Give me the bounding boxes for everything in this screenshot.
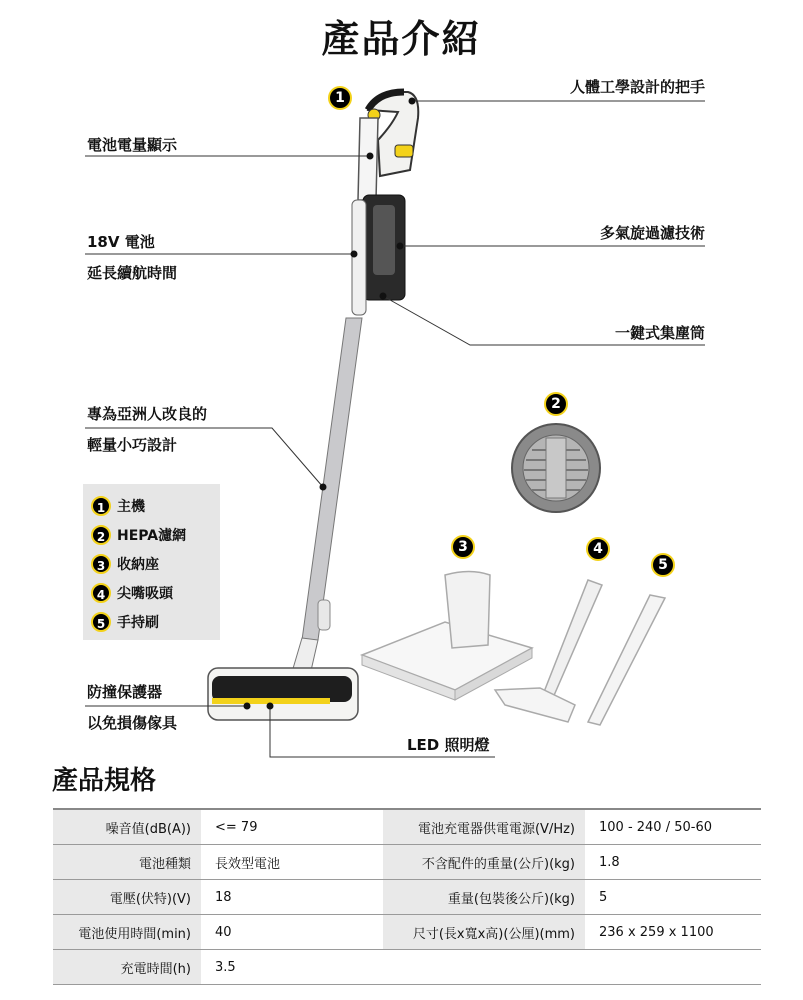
callout-cyclone: 多氣旋過濾技術 — [599, 224, 705, 242]
spec-label: 電池充電器供電電源(V/Hz) — [383, 809, 585, 845]
spec-section-title: 產品規格 — [52, 766, 157, 796]
spec-value: 5 — [585, 880, 761, 915]
spec-label: 重量(包裝後公斤)(kg) — [383, 880, 585, 915]
spec-label — [383, 950, 585, 985]
badge-main-unit: 1 — [328, 86, 352, 110]
table-row — [53, 950, 761, 985]
spec-label: 電池使用時間(min) — [53, 915, 201, 950]
legend-badge: 1 — [91, 496, 111, 516]
spec-value: 100 - 240 / 50-60 — [585, 809, 761, 845]
legend-label: 收納座 — [117, 556, 159, 573]
table-row — [53, 809, 761, 845]
callout-led: LED 照明燈 — [407, 736, 490, 754]
legend-item — [83, 520, 220, 549]
badge-dock: 3 — [451, 535, 475, 559]
legend-label: 手持刷 — [117, 614, 159, 631]
legend-badge: 4 — [91, 583, 111, 603]
legend-item — [83, 491, 220, 520]
callout-lightweight-line2: 輕量小巧設計 — [87, 436, 178, 454]
callout-handle: 人體工學設計的把手 — [569, 78, 705, 96]
spec-table — [53, 808, 761, 985]
table-row — [53, 915, 761, 950]
contents-legend — [83, 484, 220, 640]
table-row — [53, 880, 761, 915]
spec-label: 電壓(伏特)(V) — [53, 880, 201, 915]
callout-dust-bin: 一鍵式集塵筒 — [614, 324, 705, 342]
callout-runtime: 延長續航時間 — [87, 264, 178, 282]
spec-value: 1.8 — [585, 845, 761, 880]
legend-badge: 3 — [91, 554, 111, 574]
spec-label: 電池種類 — [53, 845, 201, 880]
table-row — [53, 845, 761, 880]
callout-lightweight-line1: 專為亞洲人改良的 — [87, 405, 208, 423]
callout-battery-display: 電池電量顯示 — [87, 136, 178, 154]
spec-label: 充電時間(h) — [53, 950, 201, 985]
badge-crevice-nozzle: 4 — [586, 537, 610, 561]
legend-item — [83, 549, 220, 578]
badge-hepa-filter: 2 — [544, 392, 568, 416]
legend-label: 尖嘴吸頭 — [117, 585, 173, 602]
spec-label: 尺寸(長x寬x高)(公厘)(mm) — [383, 915, 585, 950]
legend-item — [83, 607, 220, 636]
callout-battery-18v: 18V 電池 — [87, 233, 155, 251]
spec-value: <= 79 — [201, 809, 383, 845]
spec-value: 40 — [201, 915, 383, 950]
spec-value: 3.5 — [201, 950, 383, 985]
legend-badge: 2 — [91, 525, 111, 545]
legend-item — [83, 578, 220, 607]
legend-badge: 5 — [91, 612, 111, 632]
spec-label: 噪音值(dB(A)) — [53, 809, 201, 845]
spec-label: 不含配件的重量(公斤)(kg) — [383, 845, 585, 880]
legend-label: 主機 — [117, 498, 145, 515]
page-title: 產品介紹 — [321, 17, 482, 61]
callout-bumper-line1: 防撞保護器 — [87, 683, 163, 701]
callout-bumper-line2: 以免損傷傢具 — [87, 714, 178, 732]
spec-value — [585, 950, 761, 985]
badge-brush: 5 — [651, 553, 675, 577]
spec-value: 236 x 259 x 1100 — [585, 915, 761, 950]
legend-label: HEPA濾網 — [117, 527, 187, 544]
spec-value: 長效型電池 — [201, 845, 383, 880]
spec-value: 18 — [201, 880, 383, 915]
